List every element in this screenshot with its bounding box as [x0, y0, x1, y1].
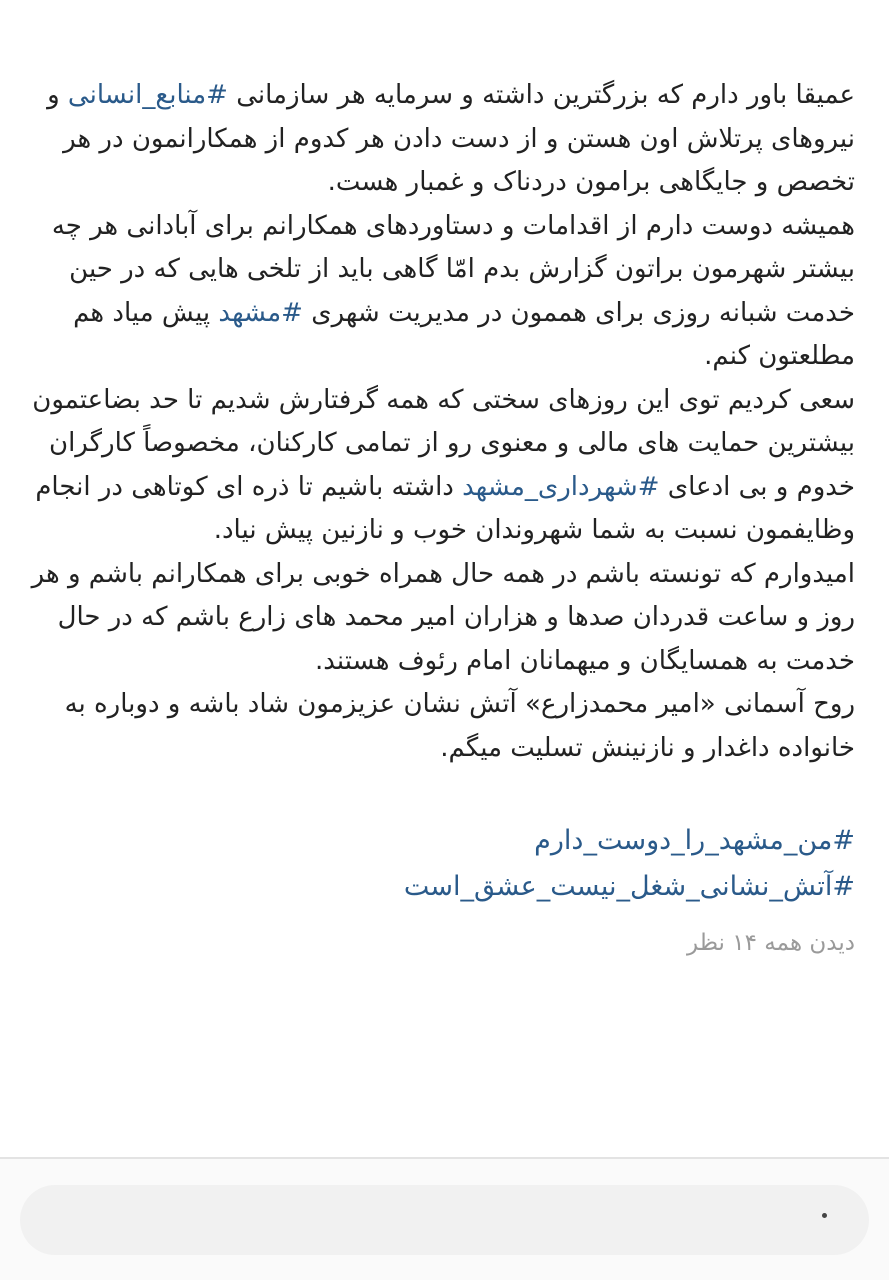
caption-text: سعی کردیم توی این روزهای سختی که همه گرفتارش شدیم تا حد بضاعتمون بیشترین حمایت های مالی و معنوی رو از تمامی کارکنان، مخصوصاً کارگران خدوم و بی ادعای: [32, 384, 855, 502]
hashtag-link[interactable]: #من_مشهد_را_دوست_دارم: [534, 825, 855, 856]
hashtag-link[interactable]: #مشهد: [218, 297, 303, 328]
hashtag-link[interactable]: #شهرداری_مشهد: [462, 471, 660, 502]
view-all-comments-link[interactable]: دیدن همه ۱۴ نظر: [687, 930, 855, 956]
cursor-dot-icon: [822, 1213, 827, 1218]
caption-paragraph: [28, 74, 855, 205]
caption-text: پیش میاد هم مطلعتون کنم.: [73, 297, 855, 371]
caption-text: و نیروهای پرتلاش اون هستن و از دست دادن هر کدوم از همکارانمون در هر تخصص و جایگاهی برامون دردناک و غمبار هست.: [47, 80, 855, 197]
post-caption: [28, 74, 855, 960]
hashtag-link[interactable]: #منابع_انسانی: [67, 80, 228, 110]
caption-paragraph: [28, 683, 855, 770]
hashtag-link[interactable]: #آتش_نشانی_شغل_نیست_عشق_است: [403, 871, 855, 902]
caption-paragraph: [28, 553, 855, 684]
caption-paragraph: [28, 379, 855, 553]
caption-paragraph: [28, 205, 855, 379]
caption-text: همیشه دوست دارم از اقدامات و دستاوردهای همکارانم برای آبادانی هر چه بیشتر شهرمون براتون گزارش بدم امّا گاهی باید از تلخی هایی که در حین خدمت شبانه روزی برای هممون در مدیریت شهری: [51, 210, 855, 328]
comment-area: [0, 1159, 889, 1280]
caption-text: روح آسمانی «امیر محمدزارع» آتش نشان عزیزمون شاد باشه و دوباره به خانواده داغدار و نازنینش تسلیت میگم.: [64, 689, 855, 763]
comment-input[interactable]: [20, 1185, 869, 1255]
hashtag-block: [28, 818, 855, 910]
caption-text: عمیقا باور دارم که بزرگترین داشته و سرمایه هر سازمانی: [227, 80, 855, 110]
caption-body: [28, 74, 855, 770]
caption-text: امیدوارم که تونسته باشم در همه حال همراه خوبی برای همکارانم باشم و هر روز و ساعت قدردان صدها و هزاران امیر محمد های زارع باشم که در حال خدمت به همسایگان و میهمانان امام رئوف هستند.: [31, 558, 855, 676]
caption-text: داشته باشیم تا ذره ای کوتاهی در انجام وظایفمون نسبت به شما شهروندان خوب و نازنین پیش نیاد.: [35, 471, 855, 545]
